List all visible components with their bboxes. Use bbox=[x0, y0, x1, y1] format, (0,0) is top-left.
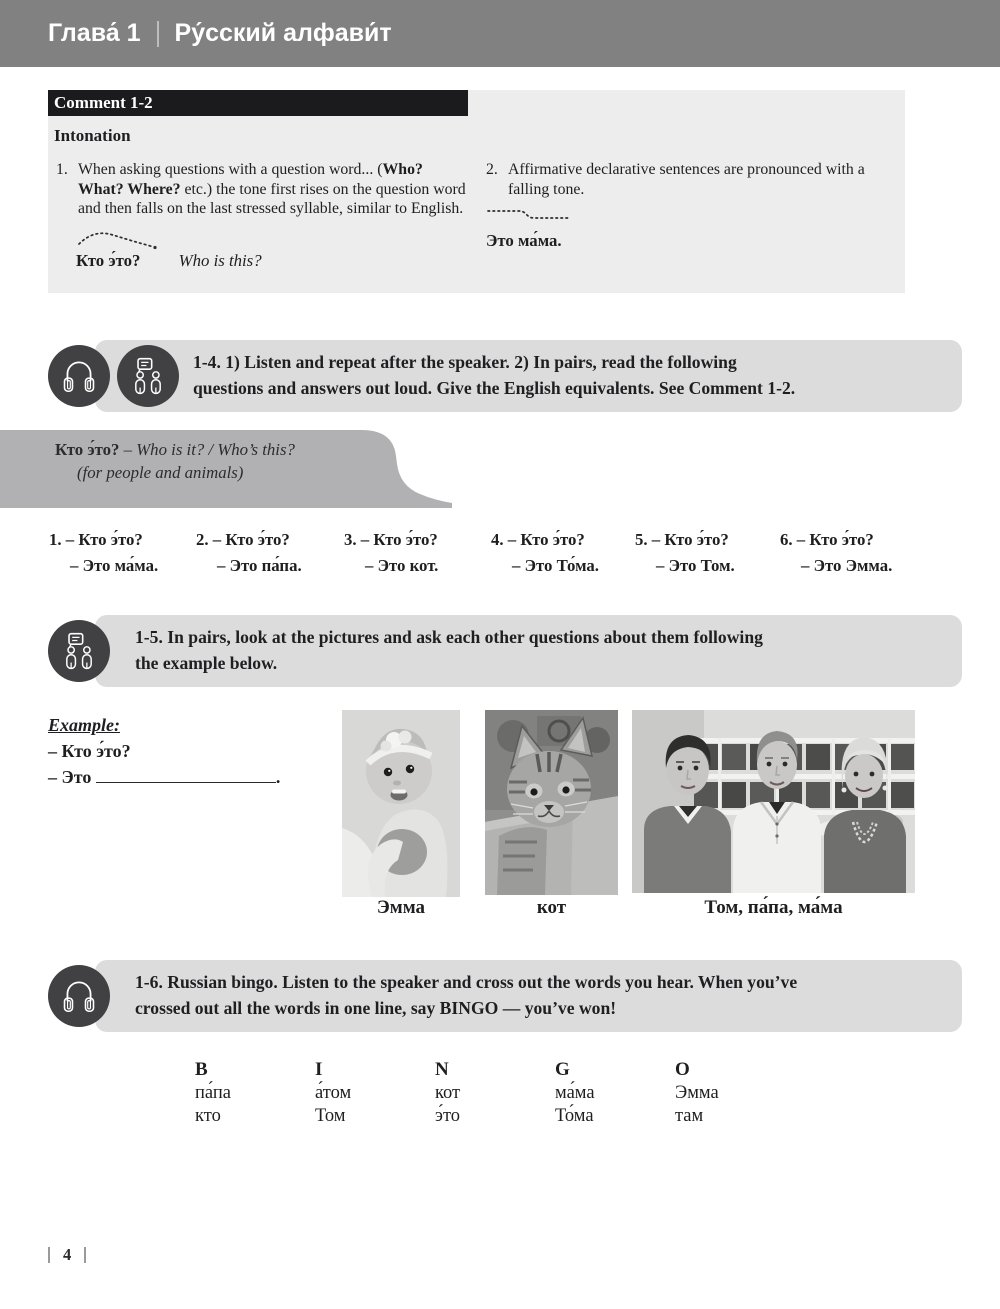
page-number-tick bbox=[48, 1247, 50, 1263]
qa-num: 5. bbox=[635, 530, 648, 549]
comment-item2-text: Affirmative declarative sentences are pronounced with a falling tone. bbox=[508, 161, 865, 198]
qa-item bbox=[780, 527, 892, 579]
comment-item1-text bbox=[78, 160, 468, 219]
photo-cat bbox=[485, 710, 618, 895]
exercise-1-5-line2: the example below. bbox=[135, 653, 278, 673]
bingo-cell: ма́ма bbox=[555, 1082, 595, 1103]
exercise-1-5-text bbox=[135, 624, 925, 676]
page-number-tick bbox=[84, 1247, 86, 1263]
comment-column-left bbox=[56, 160, 468, 270]
exercise-1-5-line1: 1-5. In pairs, look at the pictures and ask each other questions about them following bbox=[135, 627, 763, 647]
comment-column-right bbox=[486, 160, 894, 251]
callout-ru: Кто э́то? bbox=[55, 440, 120, 459]
example-question: – Кто э́то? bbox=[48, 741, 131, 761]
example-block bbox=[48, 712, 280, 790]
bingo-header: B bbox=[195, 1059, 208, 1080]
qa-answer: – Это Том. bbox=[656, 556, 735, 575]
qa-num: 2. bbox=[196, 530, 209, 549]
qa-question: – Кто э́то? bbox=[507, 530, 585, 549]
qa-num: 6. bbox=[780, 530, 793, 549]
qa-question: – Кто э́то? bbox=[651, 530, 729, 549]
page-number bbox=[48, 1245, 86, 1265]
exercise-1-6-bar bbox=[95, 960, 962, 1032]
example-label: Example: bbox=[48, 715, 120, 735]
photo-label-family: Том, па́па, ма́ма bbox=[704, 897, 843, 918]
qa-item bbox=[344, 527, 438, 579]
pairs-icon bbox=[117, 345, 179, 407]
bingo-cell: Эмма bbox=[675, 1082, 719, 1103]
exercise-1-6-line1: 1-6. Russian bingo. Listen to the speaker and cross out the words you hear. When you’ve bbox=[135, 972, 798, 992]
qa-item bbox=[196, 527, 302, 579]
question-example-en: Who is this? bbox=[178, 250, 262, 270]
question-intonation-curve bbox=[76, 227, 468, 249]
qa-num: 3. bbox=[344, 530, 357, 549]
qa-item bbox=[635, 527, 735, 579]
bingo-cell: там bbox=[675, 1106, 704, 1126]
qa-answer: – Это па́па. bbox=[217, 556, 302, 575]
comment-label: Comment 1-2 bbox=[48, 90, 468, 116]
callout-dash: – bbox=[119, 440, 137, 459]
item1-post: etc.) the tone first rises on the question word and then falls on the last stressed syllable, similar to English. bbox=[78, 180, 466, 217]
exercise-1-6-line2: crossed out all the words in one line, say BINGO — you’ve won! bbox=[135, 998, 617, 1018]
statement-example-ru: Это ма́ма. bbox=[486, 231, 562, 250]
qa-answer: – Это ма́ма. bbox=[70, 556, 159, 575]
bingo-cell: па́па bbox=[195, 1082, 231, 1103]
item-number: 1. bbox=[56, 161, 68, 178]
bingo-header: N bbox=[435, 1059, 449, 1080]
example-answer-post: . bbox=[275, 767, 281, 787]
chapter-number: Глава́ 1 bbox=[48, 19, 141, 47]
banner-divider bbox=[157, 21, 159, 47]
qa-num: 1. bbox=[49, 530, 62, 549]
bingo-cell: кот bbox=[435, 1082, 461, 1103]
item1-bold: Who? What? Where? bbox=[78, 161, 423, 198]
exercise-1-4-line2: questions and answers out loud. Give the English equivalents. See Comment 1-2. bbox=[193, 378, 796, 398]
page-number-value: 4 bbox=[63, 1245, 72, 1264]
bingo-cell: а́том bbox=[315, 1082, 352, 1103]
qa-item bbox=[491, 527, 599, 579]
photo-baby bbox=[342, 710, 460, 897]
callout-line1 bbox=[55, 440, 295, 460]
bingo-header: G bbox=[555, 1059, 570, 1080]
exercise-1-5-bar bbox=[95, 615, 962, 687]
bingo-table bbox=[195, 1058, 795, 1129]
qa-num: 4. bbox=[491, 530, 504, 549]
qa-question: – Кто э́то? bbox=[212, 530, 290, 549]
chapter-title: Ру́сский алфави́т bbox=[174, 19, 392, 47]
photo-family bbox=[632, 710, 915, 893]
qa-answer: – Это Эмма. bbox=[801, 556, 893, 575]
callout-note: (for people and animals) bbox=[77, 463, 244, 482]
question-example-ru: Кто э́то? bbox=[76, 250, 141, 270]
example-answer bbox=[48, 764, 280, 790]
bingo-cell: э́то bbox=[435, 1106, 461, 1126]
callout-en: Who is it? / Who’s this? bbox=[136, 440, 295, 459]
falling-intonation-curve bbox=[486, 207, 894, 229]
exercise-1-4-text bbox=[193, 349, 933, 401]
bingo-header: O bbox=[675, 1059, 690, 1080]
item-number: 2. bbox=[486, 161, 498, 178]
comment-box bbox=[48, 90, 905, 293]
bingo-cell: кто bbox=[195, 1106, 221, 1126]
bingo-cell: Том bbox=[315, 1106, 346, 1126]
qa-question: – Кто э́то? bbox=[796, 530, 874, 549]
fill-in-blank bbox=[96, 764, 276, 783]
headphones-icon bbox=[48, 345, 110, 407]
qa-item bbox=[49, 527, 158, 579]
qa-question: – Кто э́то? bbox=[360, 530, 438, 549]
exercise-1-6-text bbox=[135, 969, 935, 1021]
chapter-banner bbox=[0, 0, 1000, 67]
bingo-cell: То́ма bbox=[555, 1106, 594, 1126]
exercise-1-4-line1: 1-4. 1) Listen and repeat after the speaker. 2) In pairs, read the following bbox=[193, 352, 737, 372]
photo-label-baby: Эмма bbox=[376, 897, 426, 918]
photo-label-cat: кот bbox=[536, 897, 567, 918]
qa-answer: – Это кот. bbox=[365, 556, 439, 575]
comment-heading: Intonation bbox=[54, 126, 131, 145]
qa-answer: – Это То́ма. bbox=[512, 556, 599, 575]
bingo-header: I bbox=[315, 1059, 323, 1080]
item1-pre: When asking questions with a question word... ( bbox=[78, 161, 383, 178]
qa-question: – Кто э́то? bbox=[65, 530, 143, 549]
example-answer-pre: – Это bbox=[48, 767, 92, 787]
pairs-icon bbox=[48, 620, 110, 682]
exercise-1-4-bar bbox=[95, 340, 962, 412]
headphones-icon bbox=[48, 965, 110, 1027]
